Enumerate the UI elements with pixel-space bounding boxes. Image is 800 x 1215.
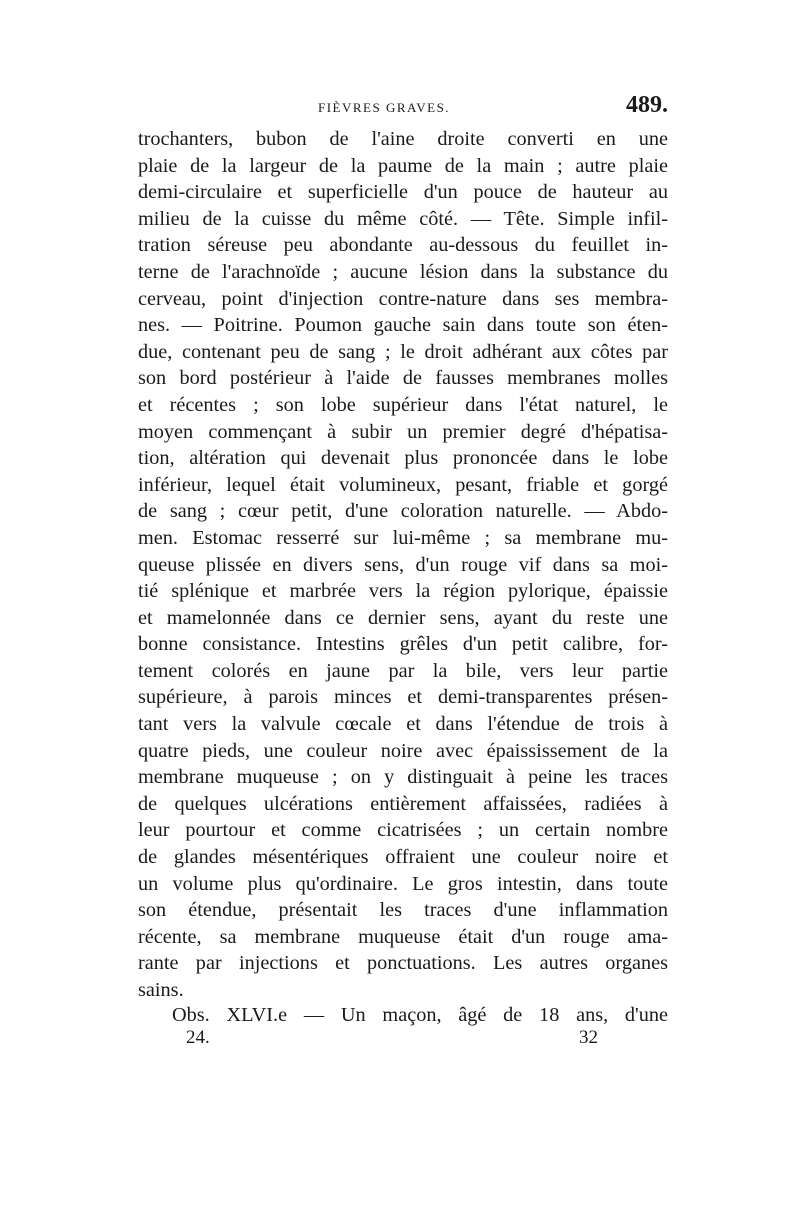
page-number: 489. <box>626 92 668 118</box>
text-line: men. Estomac resserré sur lui-même ; sa membrane mu- <box>138 526 668 549</box>
text-line: tration séreuse peu abondante au-dessous du feuillet in- <box>138 234 668 257</box>
text-line: nes. — Poitrine. Poumon gauche sain dans toute son éten- <box>138 314 668 337</box>
text-line: moyen commençant à subir un premier degré d'hépatisa- <box>138 420 668 443</box>
text-line: tié splénique et marbrée vers la région pylorique, épaissie <box>138 580 668 603</box>
signature-mark: 24. <box>186 1027 210 1048</box>
text-line: trochanters, bubon de l'aine droite converti en une <box>138 128 668 150</box>
text-line: terne de l'arachnoïde ; aucune lésion dans la substance du <box>138 260 668 283</box>
text-line: rante par injections et ponctuations. Les autres organes <box>138 952 668 975</box>
text-line: bonne consistance. Intestins grêles d'un petit calibre, for- <box>138 633 668 656</box>
text-line: et mamelonnée dans ce dernier sens, ayant du reste une <box>138 606 668 629</box>
text-line: tion, altération qui devenait plus prononcée dans le lobe <box>138 447 668 470</box>
text-line: tant vers la valvule cœcale et dans l'étendue de trois à <box>138 713 668 736</box>
running-head <box>138 92 668 126</box>
text-line: demi-circulaire et superficielle d'un pouce de hauteur au <box>138 181 668 204</box>
text-line: plaie de la largeur de la paume de la main ; autre plaie <box>138 154 668 177</box>
running-title: FIÈVRES GRAVES. <box>318 100 451 115</box>
text-line: inférieur, lequel était volumineux, pesant, friable et gorgé <box>138 473 668 496</box>
text-line: et récentes ; son lobe supérieur dans l'état naturel, le <box>138 393 668 416</box>
text-line: milieu de la cuisse du même côté. — Tête. Simple infil- <box>138 207 668 230</box>
text-line: supérieure, à parois minces et demi-transparentes présen- <box>138 686 668 709</box>
text-line: membrane muqueuse ; on y distinguait à peine les traces <box>138 766 668 789</box>
folio-number: 32 <box>579 1027 598 1048</box>
text-line: sains. <box>138 979 184 1001</box>
text-line: cerveau, point d'injection contre-nature dans ses membra- <box>138 287 668 310</box>
observation-heading: Obs. XLVI.e — Un maçon, âgé de 18 ans, d'une <box>172 1004 668 1026</box>
text-line: tement colorés en jaune par la bile, vers leur partie <box>138 659 668 682</box>
text-line: de quelques ulcérations entièrement affaissées, radiées à <box>138 792 668 815</box>
text-line: récente, sa membrane muqueuse était d'un rouge ama- <box>138 925 668 948</box>
text-line: due, contenant peu de sang ; le droit adhérant aux côtes par <box>138 340 668 363</box>
text-line: quatre pieds, une couleur noire avec épaississement de la <box>138 739 668 762</box>
text-line: de glandes mésentériques offraient une couleur noire et <box>138 846 668 869</box>
page-footer <box>186 1027 598 1055</box>
text-line: son bord postérieur à l'aide de fausses membranes molles <box>138 367 668 390</box>
text-line: un volume plus qu'ordinaire. Le gros intestin, dans toute <box>138 872 668 895</box>
text-line: queuse plissée en divers sens, d'un rouge vif dans sa moi- <box>138 553 668 576</box>
text-line: son étendue, présentait les traces d'une inflammation <box>138 899 668 922</box>
text-line: de sang ; cœur petit, d'une coloration naturelle. — Abdo- <box>138 500 668 523</box>
text-line: leur pourtour et comme cicatrisées ; un certain nombre <box>138 819 668 842</box>
body-text <box>138 126 668 1004</box>
